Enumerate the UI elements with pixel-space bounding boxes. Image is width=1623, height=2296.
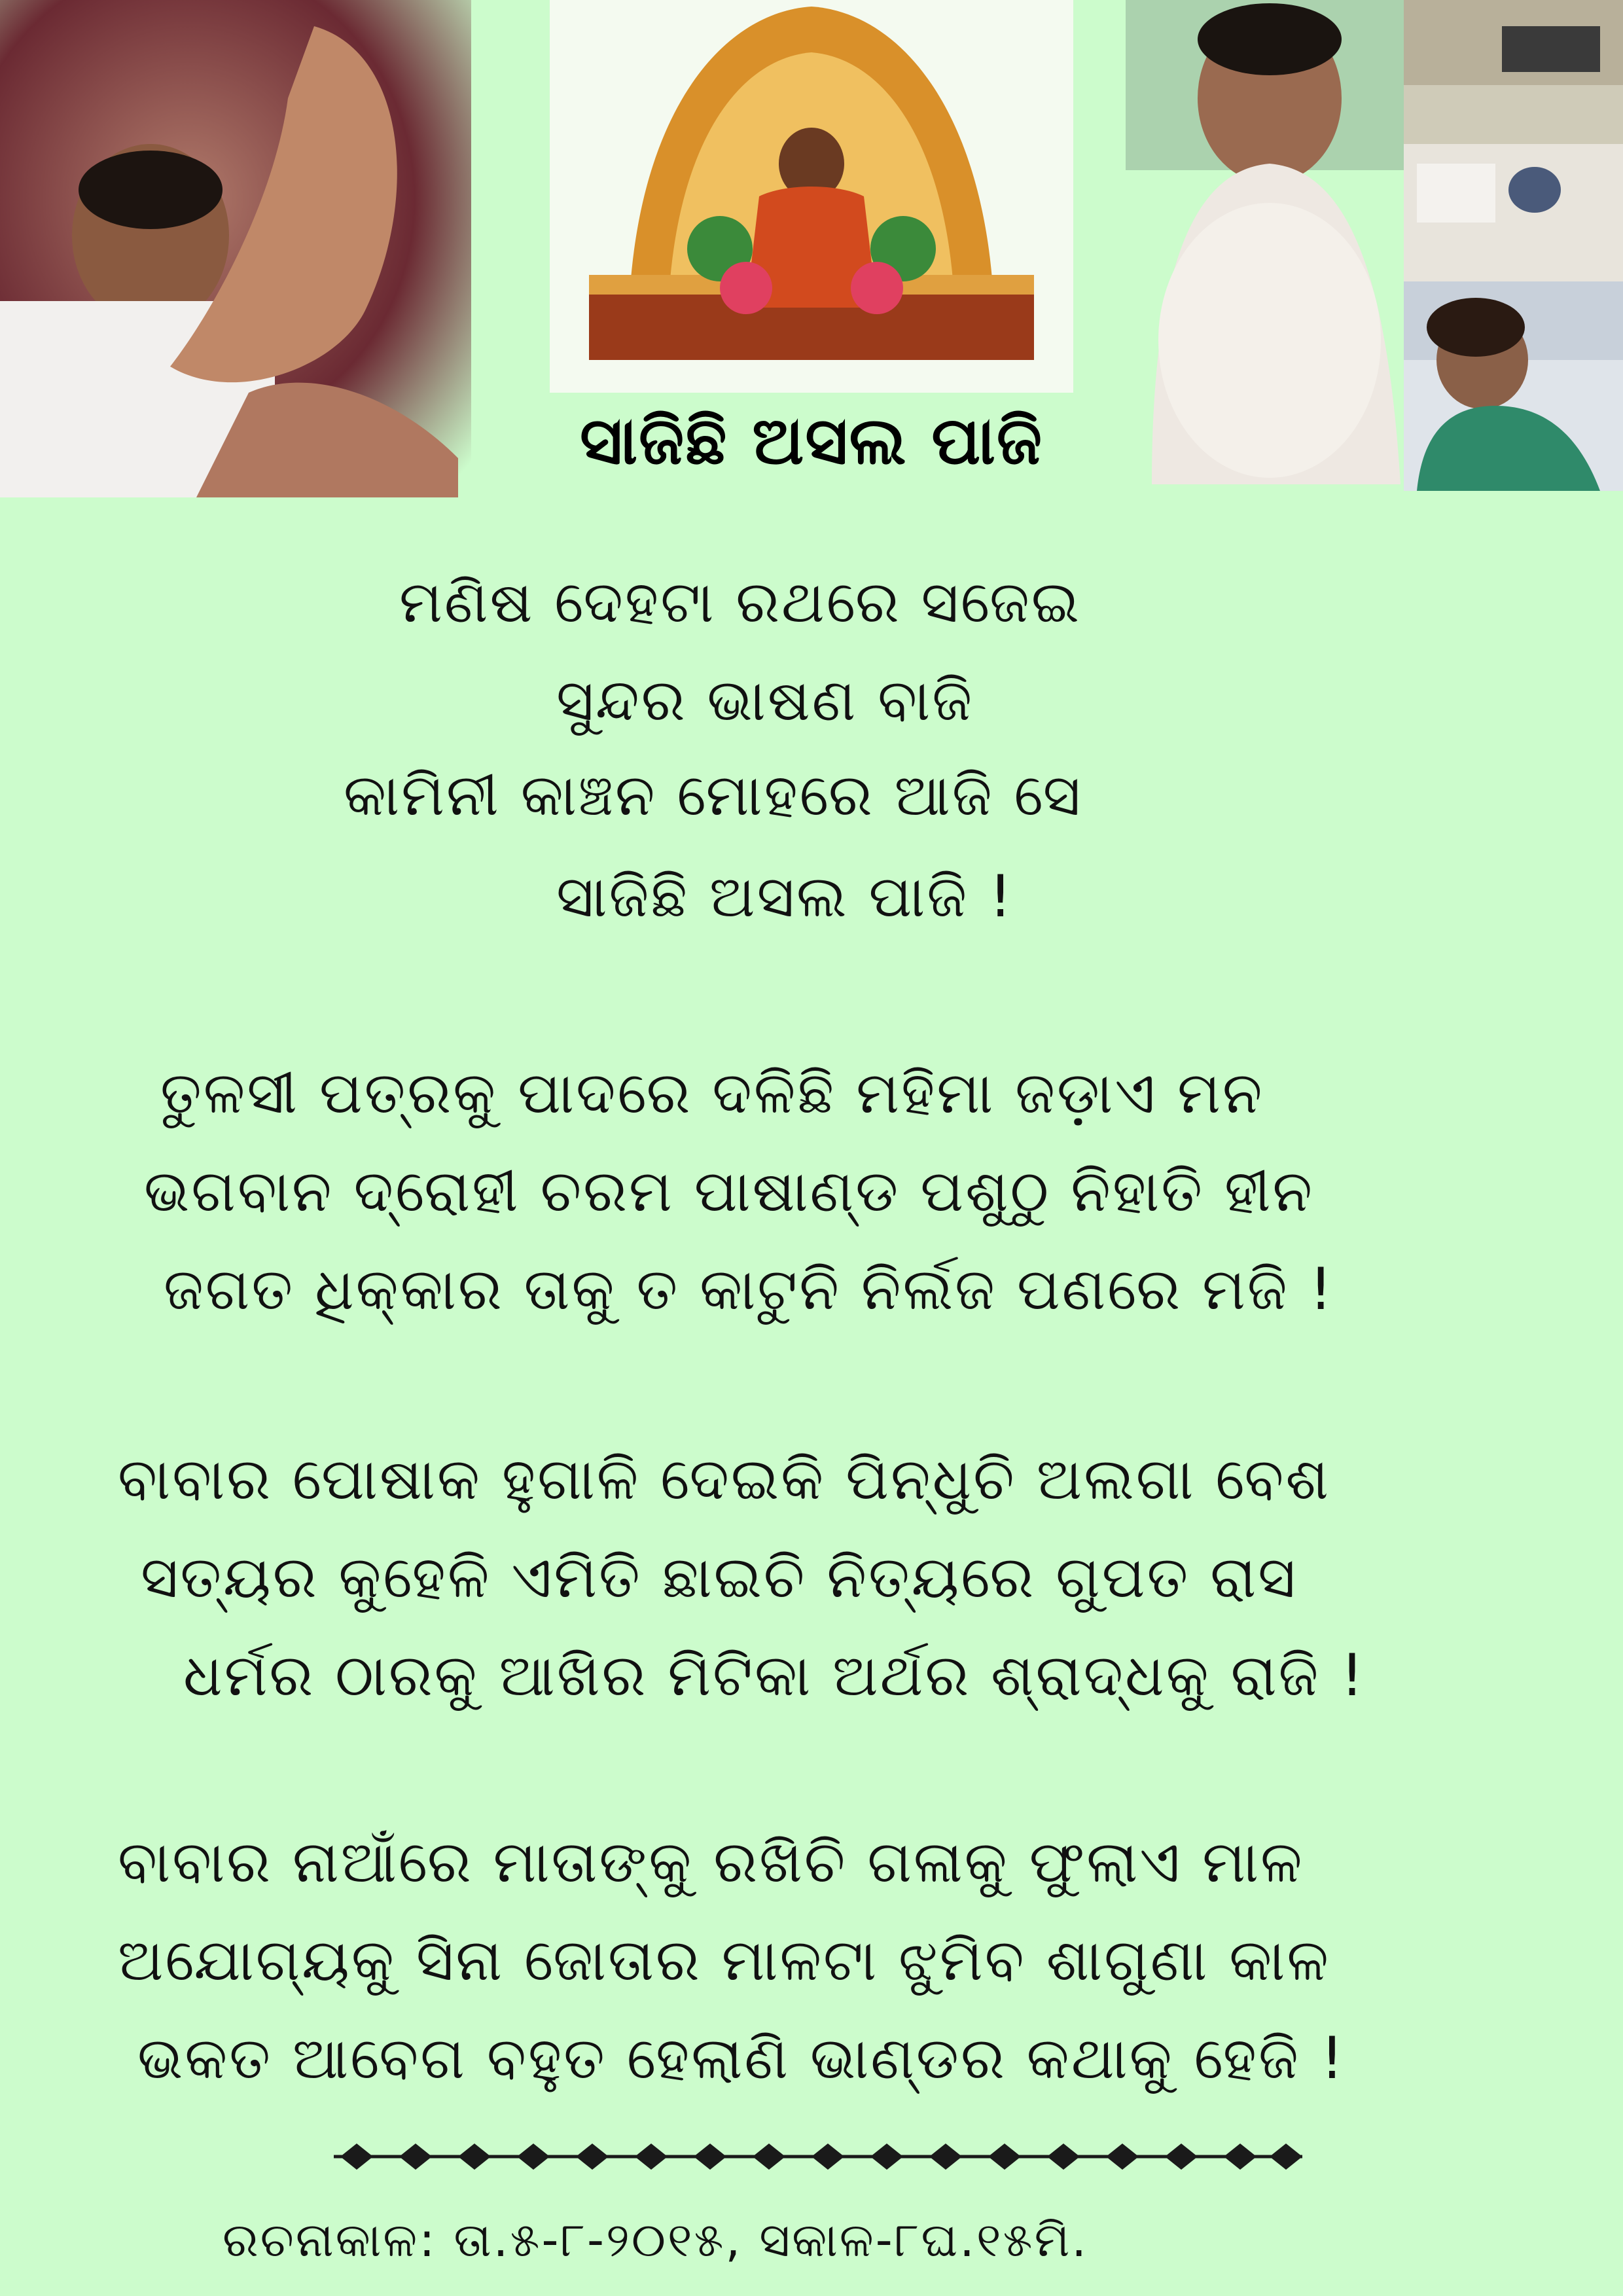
- poem-line: ତୁଳସୀ ପତ୍ରକୁ ପାଦରେ ଦଳିଛି ମହିମା ଜଡ଼ାଏ ମନ: [160, 1059, 1264, 1126]
- poem-line: ସତ୍ୟର କୁହେଳି ଏମିତି ଛାଇଚି ନିତ୍ୟରେ ଗୁପତ ରାସ: [141, 1543, 1298, 1611]
- poem-line: କାମିନୀ କାଞ୍ଚନ ମୋହରେ ଆଜି ସେ: [344, 761, 1082, 829]
- poem-line: ଜଗତ ଧିକ୍କାର ତାକୁ ତ କାଟୁନି ନିର୍ଲଜ ପଣରେ ମଜି !: [164, 1255, 1334, 1323]
- poem-line: ଭଗବାନ ଦ୍ରୋହୀ ଚରମ ପାଷାଣ୍ଡ ପଶୁଠୁ ନିହାତି ହୀନ: [144, 1157, 1315, 1225]
- poem-line: ସୁନ୍ଦର ଭାଷଣ ବାଜି: [556, 666, 974, 734]
- photo-room: [1404, 0, 1623, 281]
- poem-line: ବାବାର ପୋଷାକ ହୁଗାଳି ଦେଇକି ପିନ୍ଧୁଚି ଅଲଗା ବେଶ: [118, 1445, 1330, 1513]
- poem-line: ଧର୍ମର ଠାରକୁ ଆଖିର ମିଟିକା ଅର୍ଥର ଶ୍ରାଦ୍ଧକୁ ରାଜି !: [183, 1641, 1366, 1709]
- ornamental-divider: [327, 2134, 1309, 2179]
- poem-line: ଅଯୋଗ୍ୟକୁ ସିନା ଜୋତାର ମାଳଟା ଝୁମିବ ଶାଗୁଣା କାଳ: [118, 1926, 1330, 1994]
- poem-line: ମଣିଷ ଦେହଟା ରଥରେ ସଜେଇ: [399, 568, 1082, 636]
- poem-line: ସାଜିଛି ଅସଲ ପାଜି !: [556, 863, 1014, 930]
- poem-title: ସାଜିଛି ଅସଲ ପାଜି: [580, 403, 1043, 479]
- composition-date: ରଚନାକାଳ: ତା.୫-୮-୨୦୧୫, ସକାଳ-୮ଘ.୧୫ମି.: [223, 2212, 1089, 2267]
- photo-throne-shrine: [550, 0, 1073, 393]
- poem-line: ଭକତ ଆବେଗ ବହୁତ ହେଲାଣି ଭାଣ୍ଡର କଥାକୁ ହେଜି !: [137, 2024, 1346, 2092]
- poem-line: ବାବାର ନାଆଁରେ ମାତାଙ୍କୁ ରଖିଚି ଗଳାକୁ ଫୁଲାଏ ମାଳ: [118, 1828, 1304, 1895]
